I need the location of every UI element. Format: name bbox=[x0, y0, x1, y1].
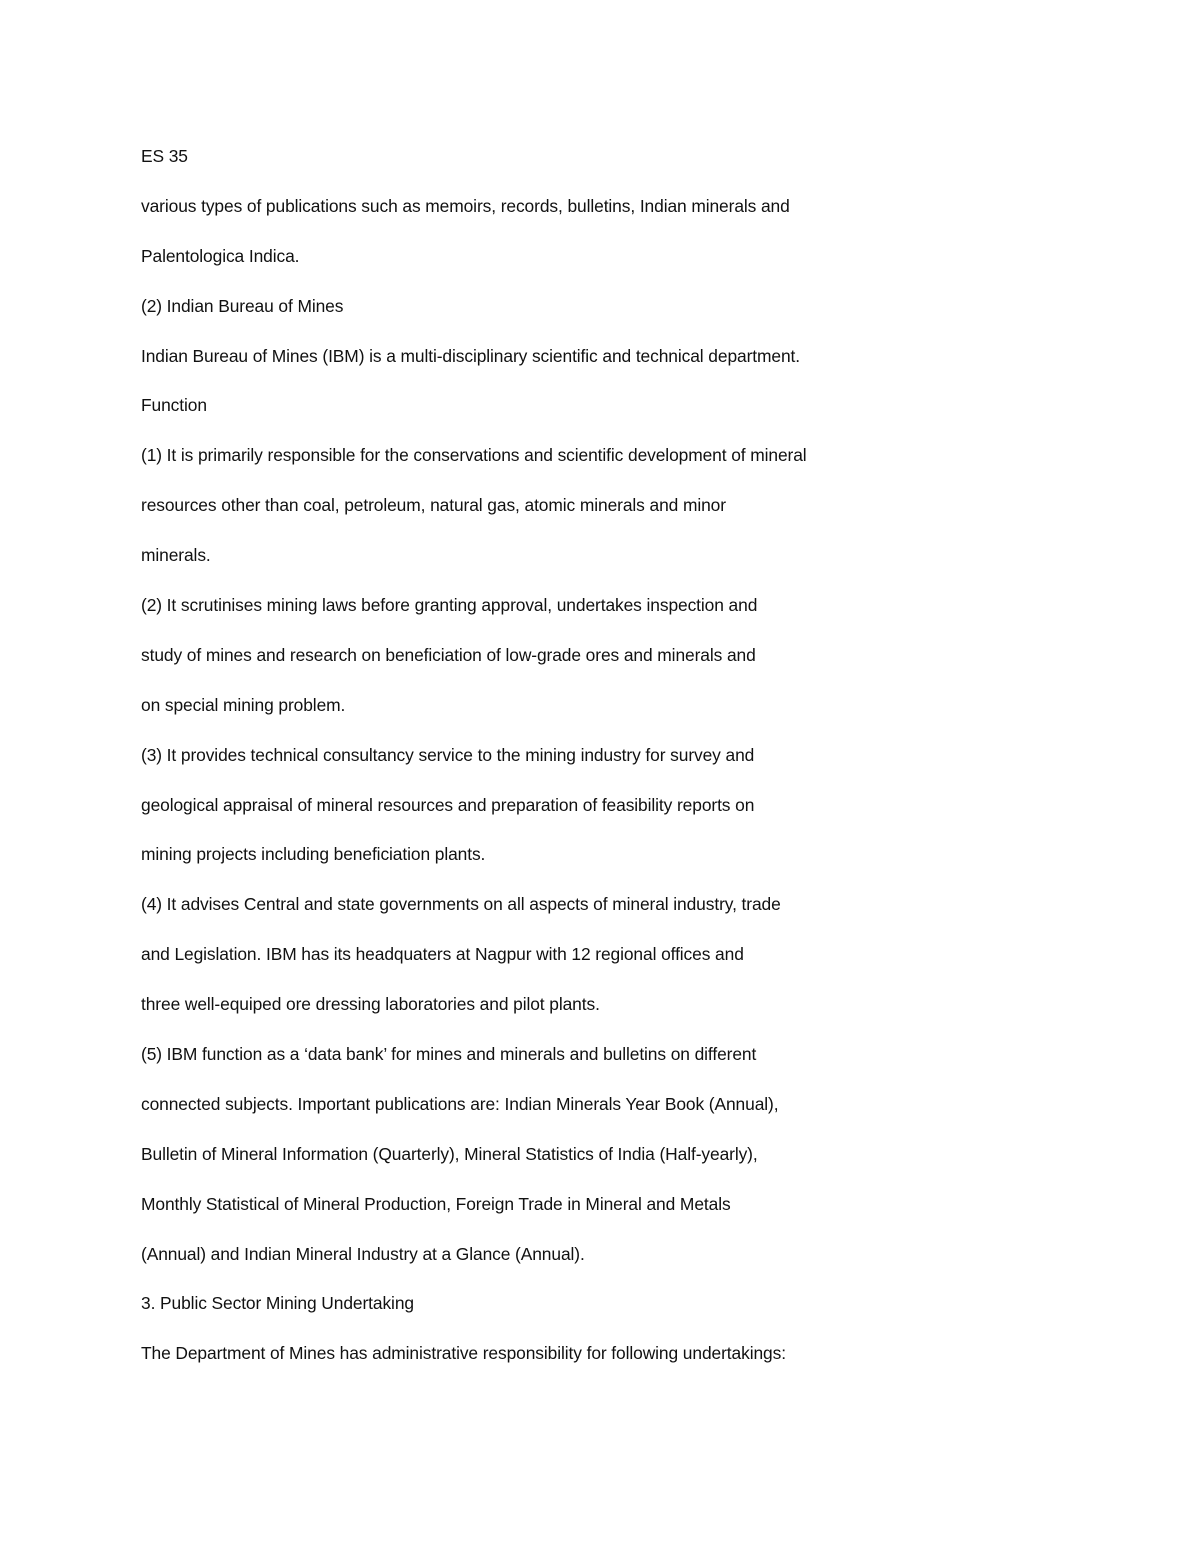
text-line: three well-equiped ore dressing laboratories and pilot plants. bbox=[141, 994, 600, 1015]
text-line: various types of publications such as memoirs, records, bulletins, Indian minerals and bbox=[141, 195, 790, 216]
text-line: (3) It provides technical consultancy service to the mining industry for survey and bbox=[141, 744, 755, 765]
document-body bbox=[141, 143, 1141, 1390]
text-line: geological appraisal of mineral resources and preparation of feasibility reports on bbox=[141, 794, 755, 815]
text-line: and Legislation. IBM has its headquaters at Nagpur with 12 regional offices and bbox=[141, 944, 744, 965]
text-line: mining projects including beneficiation plants. bbox=[141, 844, 486, 865]
text-line: (1) It is primarily responsible for the conservations and scientific development of mineral bbox=[141, 445, 807, 466]
text-line: on special mining problem. bbox=[141, 694, 346, 715]
text-line: (2) It scrutinises mining laws before granting approval, undertakes inspection and bbox=[141, 595, 758, 616]
section-heading: (2) Indian Bureau of Mines bbox=[141, 295, 344, 316]
text-line: resources other than coal, petroleum, natural gas, atomic minerals and minor bbox=[141, 495, 726, 516]
text-line: Palentologica Indica. bbox=[141, 245, 300, 266]
section-heading: 3. Public Sector Mining Undertaking bbox=[141, 1293, 414, 1314]
text-line: The Department of Mines has administrative responsibility for following undertakings: bbox=[141, 1343, 786, 1364]
text-line: study of mines and research on beneficiation of low-grade ores and minerals and bbox=[141, 644, 756, 665]
section-heading: Function bbox=[141, 395, 207, 416]
text-line: (5) IBM function as a ‘data bank’ for mines and minerals and bulletins on different bbox=[141, 1044, 757, 1065]
text-line: Indian Bureau of Mines (IBM) is a multi-disciplinary scientific and technical department. bbox=[141, 345, 801, 366]
text-line: minerals. bbox=[141, 545, 211, 566]
text-line: Bulletin of Mineral Information (Quarterly), Mineral Statistics of India (Half-yearly), bbox=[141, 1143, 758, 1164]
text-line: Monthly Statistical of Mineral Production, Foreign Trade in Mineral and Metals bbox=[141, 1193, 731, 1214]
text-line: (Annual) and Indian Mineral Industry at a Glance (Annual). bbox=[141, 1243, 585, 1264]
text-line: connected subjects. Important publications are: Indian Minerals Year Book (Annual), bbox=[141, 1093, 779, 1114]
page-label: ES 35 bbox=[141, 146, 188, 166]
text-line: (4) It advises Central and state governments on all aspects of mineral industry, trade bbox=[141, 894, 781, 915]
